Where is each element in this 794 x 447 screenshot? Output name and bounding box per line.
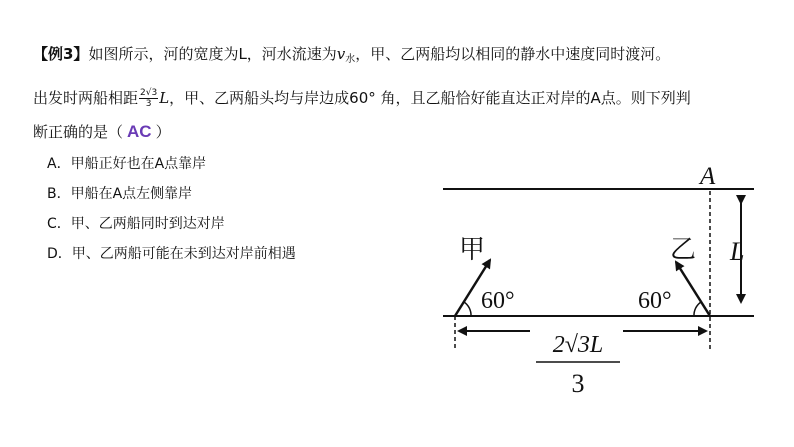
distance-numerator: 2√3L — [552, 332, 604, 358]
stem-text-3b: ） — [155, 123, 171, 141]
v-subscript: 水 — [345, 54, 356, 65]
option-a: A．甲船正好也在A点靠岸 — [47, 156, 207, 172]
label-a: A — [700, 163, 716, 190]
angle-label-right: 60° — [638, 288, 672, 314]
stem-text-2a: 出发时两船相距 — [33, 89, 139, 107]
option-b: B．甲船在A点左侧靠岸 — [47, 186, 193, 202]
angle-arc-right — [694, 302, 701, 316]
yi-velocity-arrow — [676, 262, 710, 316]
stem-text-1b: ，甲、乙两船均以相同的静水中速度同时渡河。 — [355, 45, 671, 63]
answer-text: AC — [127, 122, 152, 141]
fraction-variable: L — [159, 89, 170, 107]
option-d: D．甲、乙两船可能在未到达对岸前相遇 — [47, 246, 296, 262]
stem-text-3a: 断正确的是（ — [33, 123, 124, 141]
example-tag: 【例3】 — [33, 45, 89, 63]
v-symbol: v — [336, 45, 346, 63]
label-jia: 甲 — [459, 235, 486, 264]
label-yi: 乙 — [670, 235, 697, 264]
angle-arc-left — [464, 302, 471, 316]
stem-text-2b: ，甲、乙两船头均与岸边成60° 角，且乙船恰好能直达正对岸的A点。则下列判 — [169, 89, 691, 107]
label-l: L — [730, 237, 745, 266]
stem-text-1a: 如图所示，河的宽度为L，河水流速为 — [88, 45, 337, 63]
distance-denominator: 3 — [571, 369, 585, 398]
option-c: C．甲、乙两船同时到达对岸 — [47, 216, 225, 232]
fraction-denominator: 3 — [145, 99, 152, 109]
fraction-numerator: 2√3 — [140, 88, 158, 98]
angle-label-left: 60° — [481, 288, 515, 314]
